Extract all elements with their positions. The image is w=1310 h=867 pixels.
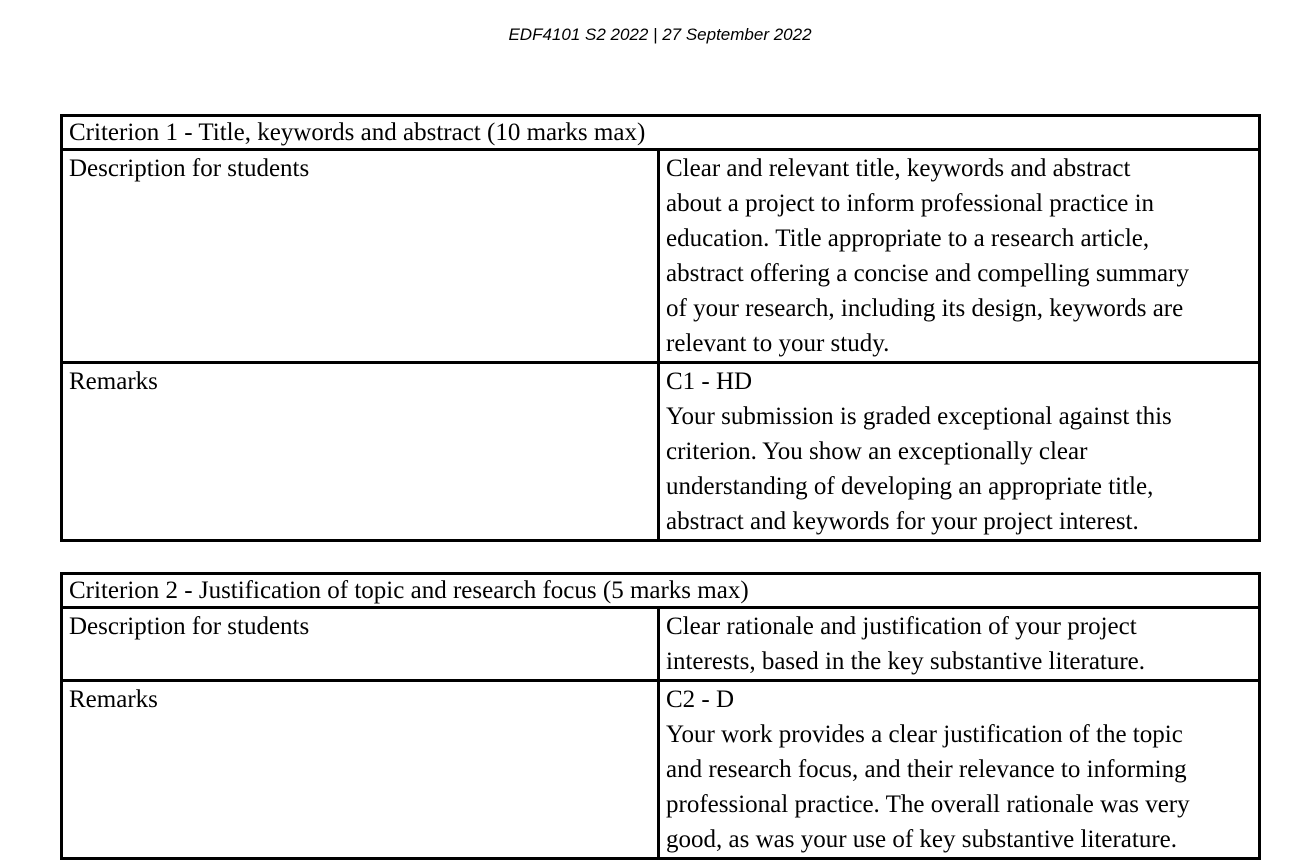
criterion-2-table bbox=[60, 572, 1261, 860]
grade-text: C2 - D bbox=[666, 686, 735, 713]
description-label: Description for students bbox=[62, 150, 659, 363]
criterion-title-row bbox=[62, 116, 1260, 150]
remarks-row bbox=[62, 363, 1260, 541]
remarks-cell bbox=[659, 681, 1260, 859]
grade-text: C1 - HD bbox=[666, 368, 753, 395]
remarks-cell bbox=[659, 363, 1260, 541]
remarks-text: Your submission is graded exceptional against this criterion. You show an exceptionally clear understanding of developing an appropriate title, abstract and keywords for your project interest. bbox=[666, 403, 1172, 535]
description-row bbox=[62, 608, 1260, 681]
criterion-1-table bbox=[60, 114, 1261, 542]
remarks-label: Remarks bbox=[62, 363, 659, 541]
page-header: EDF4101 S2 2022 | 27 September 2022 bbox=[508, 25, 812, 44]
criterion-title: Criterion 1 - Title, keywords and abstract (10 marks max) bbox=[62, 116, 1260, 150]
description-text: Clear and relevant title, keywords and abstract about a project to inform professional practice in education. Title appropriate to a research article, abstract offering a concise and compelling summary of your research, including its design, keywords are relevant to your study. bbox=[659, 150, 1260, 363]
description-row bbox=[62, 150, 1260, 363]
description-label: Description for students bbox=[62, 608, 659, 681]
description-text: Clear rationale and justification of your project interests, based in the key substantive literature. bbox=[659, 608, 1260, 681]
remarks-label: Remarks bbox=[62, 681, 659, 859]
remarks-text: Your work provides a clear justification of the topic and research focus, and their relevance to informing professional practice. The overall rationale was very good, as was your use of key substantive literature. bbox=[666, 721, 1190, 853]
remarks-row bbox=[62, 681, 1260, 859]
criterion-title: Criterion 2 - Justification of topic and research focus (5 marks max) bbox=[62, 574, 1260, 608]
criterion-title-row bbox=[62, 574, 1260, 608]
